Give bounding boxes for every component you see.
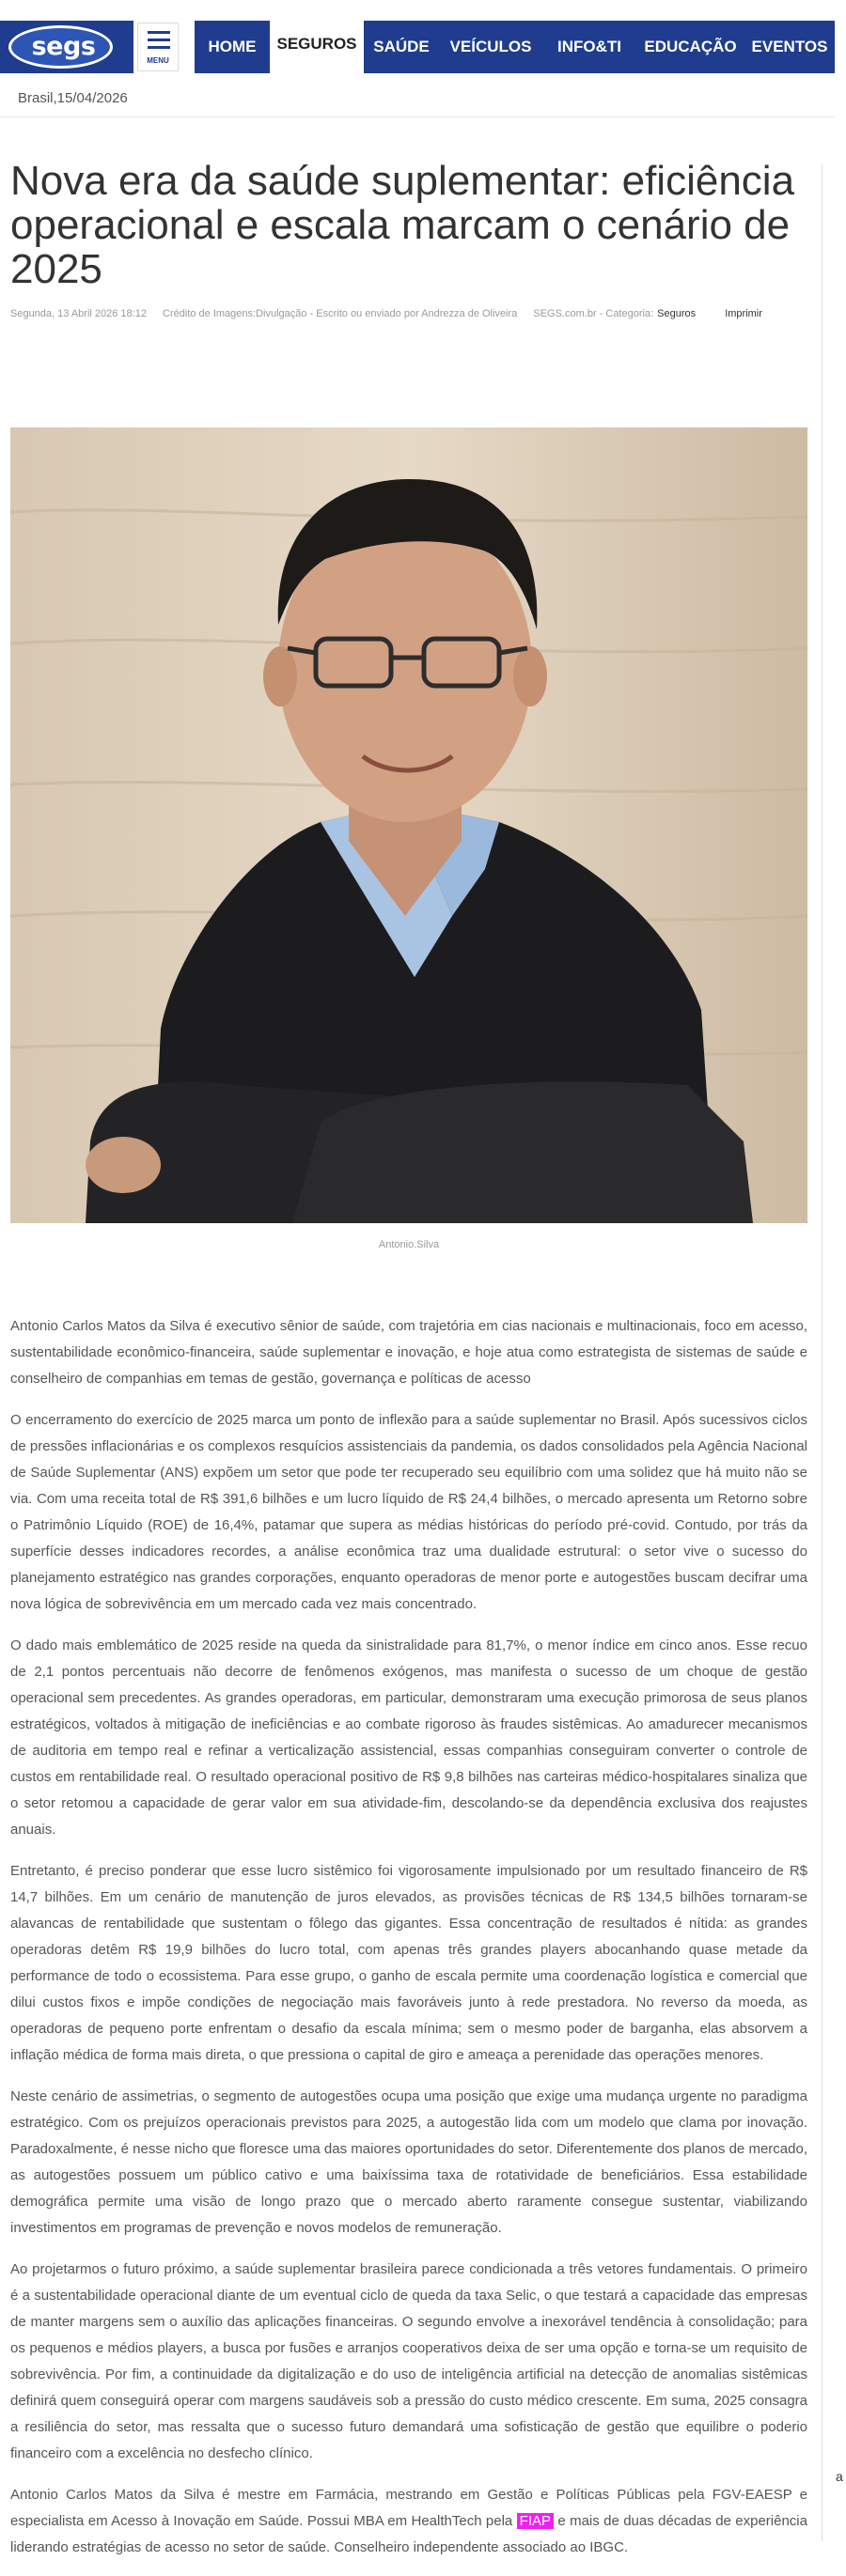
nav-item-veiculos[interactable]: VEÍCULOS [449, 38, 532, 55]
author-bio-text: Antonio Carlos Matos da Silva é mestre em Farmácia, mestrando em Gestão e Políticas Públicas pela FGV-EAESP e especialista em Acesso à Inovação em Saúde. Possui MBA em HealthTech pela [10, 2487, 807, 2529]
hamburger-icon [148, 46, 170, 49]
article-paragraph: Entretanto, é preciso ponderar que esse lucro sistêmico foi vigorosamente impulsionado por um resultado financeiro de R$ 14,7 bilhões. Em um cenário de manutenção de juros elevados, as provisões técnicas de R$ 134,5 bilhões tornaram-se alavancas de rentabilidade que sustentam o fôlego das gigantes. Essa concentração de resultados é nítida: as grandes operadoras detêm R$ 19,9 bilhões do lucro total, com apenas três grandes players abocanhando quase metade da performance de todo o ecossistema. Para esse grupo, o ganho de escala permite uma coordenação logística e comercial que dilui custos fixos e impõe condições de negociação mais favoráveis junto à rede prestadora. No reverso da moeda, as operadoras de pequeno porte enfrentam o desafio da escala mínima; sem o mesmo poder de barganha, elas absorvem a inflação médica de forma mais direta, o que pressiona o capital de giro e ameaça a perenidade das operações menores. [10, 1863, 807, 2063]
article-date: Segunda, 13 Abril 2026 18:12 [10, 308, 147, 319]
article-paragraph: Neste cenário de assimetrias, o segmento de autogestões ocupa uma posição que exige uma mudança urgente no paradigma estratégico. Com os prejuízos operacionais previstos para 2025, a autogestão lida com um modelo que clama por inovação. Paradoxalmente, é nesse nicho que floresce uma das maiores oportunidades do setor. Diferentemente dos planos de mercado, as autogestões possuem um público cativo e uma baixíssima taxa de rotatividade de beneficiários. Essa estabilidade demográfica permite uma visão de longo prazo que o mercado aberto raramente consegue sustentar, viabilizando investimentos em programas de prevenção e novos modelos de remuneração. [10, 2088, 807, 2236]
nav-item-educacao[interactable]: EDUCAÇÃO [644, 38, 737, 55]
nav-item-infoti[interactable]: INFO&TI [557, 38, 621, 55]
nav-item-eventos[interactable]: EVENTOS [751, 38, 828, 55]
highlighted-term: FIAP [517, 2513, 554, 2529]
sidebar-text-fragment: a [836, 2469, 843, 2484]
nav-item-saude[interactable]: SAÚDE [373, 38, 430, 55]
author-bio [10, 2482, 807, 2561]
print-link[interactable]: Imprimir [725, 308, 762, 319]
article-paragraph: Ao projetarmos o futuro próximo, a saúde suplementar brasileira parece condicionada a três vetores fundamentais. O primeiro é a sustentabilidade operacional diante de um eventual ciclo de queda da taxa Selic, o que testará a capacidade das empresas de manter margens sem o auxílio das aplicações financeiras. O segundo envolve a inexorável tendência à consolidação; para os pequenos e médios players, a busca por fusões e arranjos cooperativos deixa de ser uma opção e torna-se um requisito de sobrevivência. Por fim, a continuidade da digitalização e do uso de inteligência artificial na detecção de anomalias sistêmicas definirá quem conseguirá operar com margens saudáveis sob a pressão do custo médico crescente. Em suma, 2025 consagra a resiliência do setor, mas ressalta que o sucesso futuro demandará uma sofisticação de gestão que equilibre o poderio financeiro com a excelência no desfecho clínico. [10, 2261, 807, 2461]
nav-bar [195, 21, 835, 73]
site-logo[interactable] [0, 21, 133, 73]
article-paragraph: O encerramento do exercício de 2025 marca um ponto de inflexão para a saúde suplementar no Brasil. Após sucessivos ciclos de pressões inflacionárias e os complexos resquícios assistenciais da pandemia, os dados consolidados pela Agência Nacional de Saúde Suplementar (ANS) expõem um setor que pode ter recuperado seu equilíbrio com uma solidez que há muito não se via. Com uma receita total de R$ 391,6 bilhões e um lucro líquido de R$ 24,4 bilhões, o mercado apresenta um Retorno sobre o Patrimônio Líquido (ROE) de 16,4%, patamar que supera as médias históricas do período pré-covid. Contudo, por trás da superfície desses indicadores recordes, a análise econômica traz uma dualidade estrutural: o setor vive o sucesso do planejamento estratégico nas grandes corporações, enquanto operadoras de menor porte e autogestões buscam decifrar uma nova lógica de sobrevivência em um mercado cada vez mais concentrado. [10, 1412, 807, 1612]
article-meta [10, 308, 819, 319]
article-title: Nova era da saúde suplementar: eficiência operacional e escala marcam o cenário de 2025 [10, 158, 795, 292]
hamburger-icon [148, 39, 170, 41]
image-caption: Antonio.Silva [378, 1239, 440, 1250]
article-category-link[interactable]: Seguros [657, 308, 697, 319]
article-paragraph: Antonio Carlos Matos da Silva é executivo sênior de saúde, com trajetória em cias nacionais e multinacionais, foco em acesso, sustentabilidade econômico-financeira, saúde suplementar e inovação, e hoje atua como estrategista de sistemas de saúde e conselheiro de companhias em temas de gestão, governança e políticas de acesso [10, 1318, 807, 1387]
article-source: SEGS.com.br - Categoria: [533, 308, 654, 319]
logo-text: segs [31, 32, 96, 61]
article-body [10, 1313, 807, 2576]
logo-oval [8, 25, 113, 69]
menu-label: MENU [147, 56, 169, 65]
divider [0, 116, 835, 117]
top-navigation [0, 21, 835, 73]
nav-item-seguros[interactable]: SEGUROS [270, 15, 364, 73]
article-photo [10, 427, 807, 1223]
author-bio-text-end: e mais de duas décadas de experiência liderando estratégias de acesso no setor de saúde. Conselheiro independente associado ao IBGC. [10, 2513, 807, 2555]
menu-button[interactable] [137, 23, 179, 71]
article-credit: Crédito de Imagens:Divulgação - Escrito ou enviado por Andrezza de Oliveira [163, 308, 518, 319]
hamburger-icon [148, 31, 170, 34]
header-date: Brasil,15/04/2026 [18, 90, 128, 106]
nav-item-home[interactable]: HOME [208, 38, 257, 55]
article-paragraph: O dado mais emblemático de 2025 reside na queda da sinistralidade para 81,7%, o menor índice em cinco anos. Esse recuo de 2,1 pontos percentuais não decorre de fenômenos exógenos, mas manifesta o sucesso de um choque de gestão operacional sem precedentes. As grandes operadoras, em particular, demonstraram uma execução primorosa de seus planos estratégicos, voltados à mitigação de ineficiências e ao combate rigoroso às fraudes sistêmicas. Ao amadurecer mecanismos de auditoria em tempo real e refinar a verticalização assistencial, essas companhias conseguiram converter o controle de custos em rentabilidade real. O resultado operacional positivo de R$ 9,8 bilhões nas carteiras médico-hospitalares sinaliza que o setor retomou a capacidade de gerar valor em sua atividade-fim, descolando-se da dependência exclusiva dos reajustes anuais. [10, 1637, 807, 1838]
portrait-illustration [10, 427, 807, 1223]
